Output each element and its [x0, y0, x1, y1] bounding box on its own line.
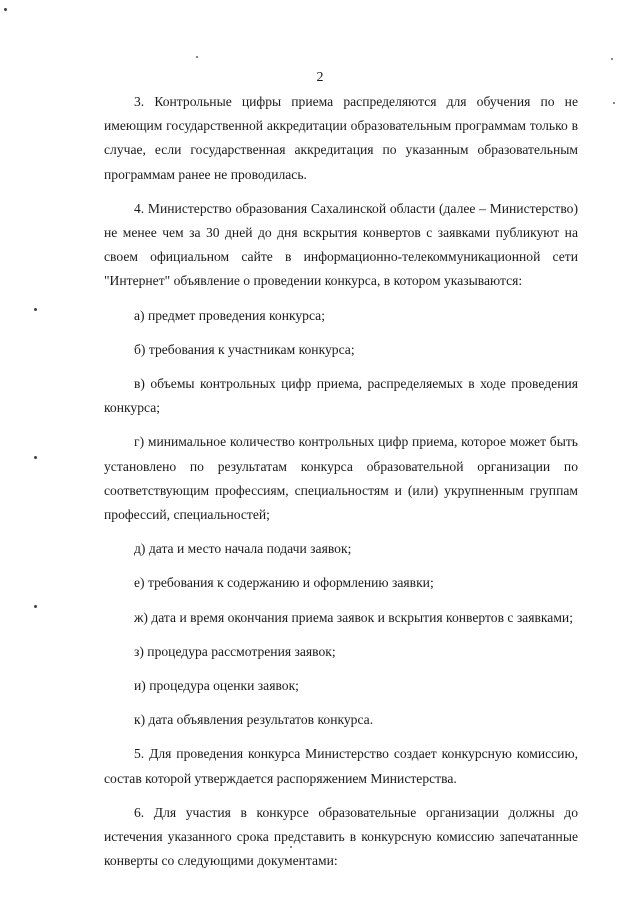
list-item-z: з) процедура рассмотрения заявок; — [134, 643, 336, 659]
paragraph-3: 3. Контрольные цифры приема распределяются для обучения по не имеющим государственной аккредитации образовательным программам только в случае, если государственная аккредитация по указанным образовательным программам ранее не проводилась. — [104, 94, 578, 182]
scan-artifact — [611, 58, 613, 60]
paragraph-4: 4. Министерство образования Сахалинской области (далее – Министерство) не менее чем за 30 дней до дня вскрытия конвертов с заявками публикуют на своем официальном сайте в информационно-телекоммуникационной сети "Интернет" объявление о проведении конкурса, в котором указываются: — [104, 200, 578, 289]
scan-artifact — [4, 8, 7, 11]
scan-artifact — [34, 456, 37, 459]
scan-artifact — [613, 102, 615, 104]
scan-artifact — [34, 605, 37, 608]
list-item-i: и) процедура оценки заявок; — [134, 678, 299, 694]
list-item-zh: ж) дата и время окончания приема заявок и вскрытия конвертов с заявками; — [134, 609, 573, 625]
list-item-g: г) минимальное количество контрольных цифр приема, которое может быть установлено по результатам конкурса образовательной организации по соответствующим профессиям, специальностям и (или) укрупненным группам профессий, специальностей; — [104, 434, 578, 523]
paragraph-5: 5. Для проведения конкурса Министерство создает конкурсную комиссию, состав которой утверждается распоряжением Министерства. — [104, 746, 578, 786]
list-item-k: к) дата объявления результатов конкурса. — [134, 712, 374, 728]
list-item-b: б) требования к участникам конкурса; — [134, 341, 355, 357]
list-item-a: а) предмет проведения конкурса; — [134, 307, 325, 323]
list-item-e: е) требования к содержанию и оформлению заявки; — [134, 575, 434, 591]
page-number: 2 — [316, 70, 324, 85]
document-body — [104, 90, 578, 873]
list-item-v: в) объемы контрольных цифр приема, распределяемых в ходе проведения конкурса; — [104, 376, 578, 416]
scan-artifact — [34, 308, 37, 311]
list-item-d: д) дата и место начала подачи заявок; — [134, 541, 352, 557]
scan-artifact — [196, 56, 198, 58]
paragraph-6: 6. Для участия в конкурсе образовательные организации должны до истечения указанного срока представить в конкурсную комиссию запечатанные конверты со следующими документами: — [104, 804, 578, 869]
